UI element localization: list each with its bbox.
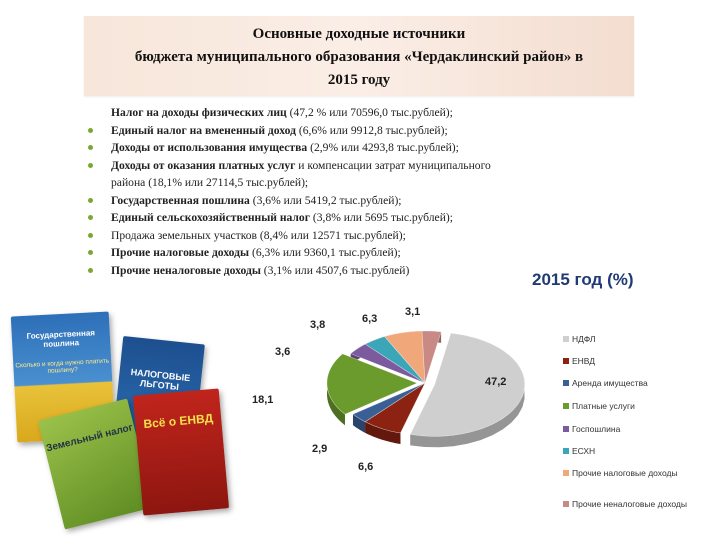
pie-chart bbox=[230, 300, 560, 495]
legend-swatch bbox=[563, 448, 569, 454]
legend-label: Прочие неналоговые доходы bbox=[572, 499, 687, 509]
book-cover-state-duty: Государственная пошлина Сколько и когда нужно платить пошлину? bbox=[11, 312, 115, 443]
legend-label: НДФЛ bbox=[572, 334, 596, 344]
legend-swatch bbox=[563, 358, 569, 364]
pie-data-label: 6,6 bbox=[358, 461, 374, 473]
chart-title: 2015 год (%) bbox=[532, 270, 634, 289]
list-item: Прочие неналоговые доходы (3,1% или 4507,6 тыс.рублей) bbox=[86, 262, 606, 280]
title-line-3: 2015 году bbox=[327, 72, 391, 88]
legend-swatch bbox=[563, 426, 569, 432]
legend-swatch bbox=[563, 380, 569, 386]
pie-data-label: 3,1 bbox=[405, 306, 421, 318]
legend-label: Прочие налоговые доходы bbox=[572, 468, 678, 478]
legend-swatch bbox=[563, 403, 569, 409]
pie-data-label: 3,8 bbox=[310, 319, 326, 331]
legend-label: ЕСХН bbox=[572, 446, 596, 456]
list-item-continuation: района (18,1% или 27114,5 тыс.рублей); bbox=[111, 176, 309, 189]
list-item: Продажа земельных участков (8,4% или 12571 тыс.рублей); bbox=[86, 227, 606, 245]
pie-data-label: 47,2 bbox=[485, 376, 507, 388]
book-cover-land-tax: Земельный налог bbox=[38, 399, 154, 530]
legend-label: Аренда имущества bbox=[572, 378, 648, 388]
list-item: Налог на доходы физических лиц (47,2 % или 70596,0 тыс.рублей); bbox=[111, 106, 453, 119]
pie-data-label: 2,9 bbox=[312, 443, 328, 455]
legend-swatch bbox=[563, 501, 569, 507]
book-cover-envd: Всё о ЕНВД bbox=[133, 388, 229, 515]
title-banner bbox=[84, 16, 634, 96]
list-item: Единый налог на вмененный доход (6,6% или 9912,8 тыс.рублей); bbox=[86, 122, 606, 140]
book-covers-illustration bbox=[0, 300, 260, 540]
title-line-2: бюджета муниципального образования «Чердаклинский район» в bbox=[134, 49, 584, 65]
pie-data-label: 18,1 bbox=[252, 394, 274, 406]
list-item: Единый сельскохозяйственный налог (3,8% или 5695 тыс.рублей); bbox=[86, 209, 606, 227]
legend-label: Платные услуги bbox=[572, 401, 635, 411]
income-sources-list bbox=[86, 104, 606, 279]
pie-chart-svg bbox=[230, 300, 560, 490]
pie-data-label: 3,6 bbox=[275, 346, 291, 358]
list-item: Доходы от оказания платных услуг и компенсации затрат муниципального bbox=[86, 157, 606, 175]
book-cover-tax-benefits: НАЛОГОВЫЕ ЛЬГОТЫ bbox=[113, 336, 205, 442]
list-item: Государственная пошлина (3,6% или 5419,2 тыс.рублей); bbox=[86, 192, 606, 210]
list-item: Прочие налоговые доходы (6,3% или 9360,1 тыс.рублей); bbox=[86, 244, 606, 262]
legend-label: Госпошлина bbox=[572, 424, 621, 434]
pie-data-label: 6,3 bbox=[362, 313, 378, 325]
legend-swatch bbox=[563, 470, 569, 476]
title-line-1: Основные доходные источники bbox=[252, 26, 466, 42]
list-item: Доходы от использования имущества (2,9% или 4293,8 тыс.рублей); bbox=[86, 139, 606, 157]
legend-swatch bbox=[563, 336, 569, 342]
legend-label: ЕНВД bbox=[572, 356, 596, 366]
